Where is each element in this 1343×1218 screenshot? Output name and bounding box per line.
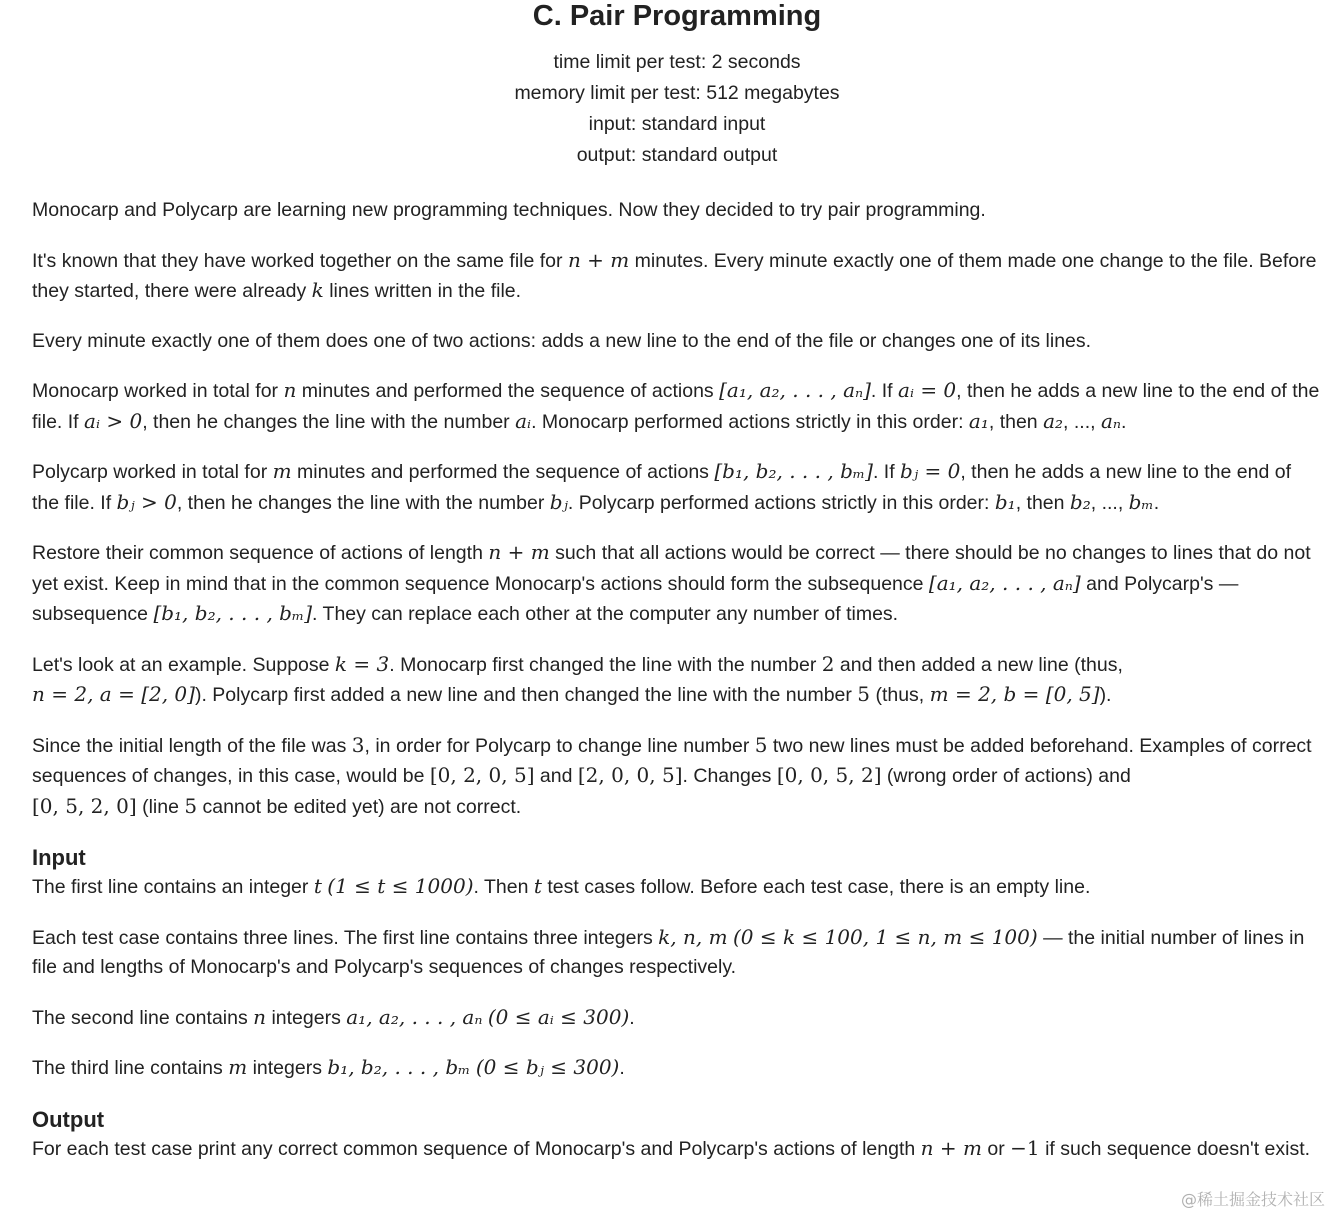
- math-an: aₙ: [1100, 408, 1121, 433]
- math-three: 3: [351, 732, 365, 757]
- math-m: m: [228, 1055, 248, 1079]
- math-n-plus-m: n + m: [488, 540, 550, 564]
- output-file: output: standard output: [576, 144, 778, 166]
- math-m: m: [272, 459, 292, 483]
- math-ex2: [2, 0, 0, 5]: [577, 763, 683, 787]
- time-limit: time limit per test: 2 seconds: [553, 51, 801, 73]
- math-b-range: (0 ≤ bⱼ ≤ 300): [475, 1055, 620, 1079]
- math-ai-gt-0: aᵢ > 0: [84, 408, 143, 433]
- memory-limit: memory limit per test: 512 megabytes: [514, 82, 840, 104]
- math-a2: a₂: [1043, 408, 1064, 433]
- input-line-4: The third line contains m integers b₁, b₂, . . . , bₘ (0 ≤ bⱼ ≤ 300).: [32, 1055, 625, 1079]
- problem-statement: [32, 0, 1322, 1164]
- statement-paragraph-6: Restore their common sequence of actions of length n + m such that all actions would be correct — there should be no changes to lines that do not yet exist. Keep in mind that in the common sequence Monocarp's actions should form the subsequence [a₁, a₂, . . . , aₙ] and Polycarp's — subsequence [b₁, b₂, . . . , bₘ]. They can replace each other at the computer any number of times.: [32, 540, 1311, 625]
- math-bm: bₘ: [1128, 489, 1154, 514]
- math-seq-b: [b₁, b₂, . . . , bₘ]: [153, 601, 313, 625]
- input-line-2: Each test case contains three lines. The first line contains three integers k, n, m (0 ≤ k ≤ 100, 1 ≤ n, m ≤ 100) — the initial number of lines in file and lengths of Monocarp's and Polycarp's sequences of changes respectively.: [32, 924, 1305, 978]
- input-line-3: The second line contains n integers a₁, a₂, . . . , aₙ (0 ≤ aᵢ ≤ 300).: [32, 1004, 635, 1029]
- math-t-range: (1 ≤ t ≤ 1000): [327, 874, 474, 898]
- problem-limits: [32, 47, 1322, 171]
- math-a1: a₁: [968, 408, 989, 433]
- statement-paragraph-2: It's known that they have worked together on the same file for n + m minutes. Every minute exactly one of them made one change to the file. Before they started, there were already k lines written in the file.: [32, 247, 1317, 302]
- math-five: 5: [857, 682, 871, 706]
- math-knm-range: (0 ≤ k ≤ 100, 1 ≤ n, m ≤ 100): [732, 924, 1038, 949]
- math-seq-b: [b₁, b₂, . . . , bₘ]: [714, 459, 873, 483]
- math-five: 5: [754, 732, 768, 757]
- watermark: @稀土掘金技术社区: [1180, 1190, 1325, 1209]
- math-seq-a: [a₁, a₂, . . . , aₙ]: [928, 570, 1081, 595]
- math-ai-eq-0: aᵢ = 0: [898, 378, 957, 402]
- math-t: t: [313, 874, 322, 898]
- math-k: k: [311, 278, 324, 302]
- math-minus-one: −1: [1010, 1135, 1040, 1160]
- math-t: t: [533, 874, 542, 898]
- math-b-list: b₁, b₂, . . . , bₘ: [327, 1055, 471, 1079]
- problem-title: C. Pair Programming: [532, 0, 822, 32]
- math-k-eq-3: k = 3: [334, 651, 390, 676]
- math-ai: aᵢ: [515, 408, 532, 433]
- math-bj: bⱼ: [549, 489, 568, 514]
- statement-paragraph-4: Monocarp worked in total for n minutes and performed the sequence of actions [a₁, a₂, . . . , aₙ]. If aᵢ = 0, then he adds a new line to the end of the file. If aᵢ > 0, then he changes the line with the number aᵢ. Monocarp performed actions strictly in this order: a₁, then a₂, ..., aₙ.: [32, 378, 1320, 433]
- statement-paragraph-3: Every minute exactly one of them does one of two actions: adds a new line to the end of the file or changes one of its lines.: [32, 329, 1092, 352]
- math-seq-a: [a₁, a₂, . . . , aₙ]: [719, 378, 871, 402]
- math-n: n: [253, 1004, 267, 1029]
- math-five: 5: [184, 793, 198, 818]
- math-ex3: [0, 0, 5, 2]: [776, 763, 882, 787]
- math-two: 2: [821, 651, 835, 676]
- math-n-plus-m: n + m: [567, 247, 630, 272]
- math-n: n: [283, 378, 297, 402]
- output-line-1: For each test case print any correct common sequence of Monocarp's and Polycarp's actions of length n + m or −1 if such sequence doesn't exist.: [32, 1135, 1311, 1160]
- math-ex1: [0, 2, 0, 5]: [429, 763, 535, 787]
- math-bj-gt-0: bⱼ > 0: [116, 489, 177, 514]
- input-line-1: The first line contains an integer t (1 ≤ t ≤ 1000). Then t test cases follow. Before each test case, there is an empty line.: [32, 874, 1091, 898]
- math-knm: k, n, m: [658, 924, 728, 949]
- math-a-range: (0 ≤ aᵢ ≤ 300): [487, 1004, 630, 1029]
- output-section-title: Output: [32, 1106, 105, 1132]
- input-file: input: standard input: [588, 113, 766, 135]
- statement-paragraph-8: Since the initial length of the file was 3, in order for Polycarp to change line number 5 two new lines must be added beforehand. Examples of correct sequences of changes, in this case, would be [0, 2, 0, 5] and [2, 0, 0, 5]. Changes [0, 0, 5, 2] (wrong order of actions) and [0, 5, 2, 0] (line 5 cannot be edited yet) are not correct.: [32, 732, 1312, 818]
- input-section-title: Input: [32, 845, 86, 870]
- math-b1: b₁: [994, 489, 1016, 514]
- math-ex4: [0, 5, 2, 0]: [32, 793, 137, 818]
- math-n2-a: n = 2, a = [2, 0]: [32, 682, 195, 706]
- statement-paragraph-1: Monocarp and Polycarp are learning new programming techniques. Now they decided to try pair programming.: [32, 199, 986, 221]
- math-n-plus-m: n + m: [920, 1135, 982, 1160]
- statement-paragraph-7: Let's look at an example. Suppose k = 3. Monocarp first changed the line with the number 2 and then added a new line (thus, n = 2, a = [2, 0]). Polycarp first added a new line and then changed the line with the number 5 (thus, m = 2, b = [0, 5]).: [32, 651, 1123, 706]
- math-a-list: a₁, a₂, . . . , aₙ: [346, 1004, 483, 1029]
- statement-paragraph-5: Polycarp worked in total for m minutes and performed the sequence of actions [b₁, b₂, . . . , bₘ]. If bⱼ = 0, then he adds a new line to the end of the file. If bⱼ > 0, then he changes the line with the number bⱼ. Polycarp performed actions strictly in this order: b₁, then b₂, ..., bₘ.: [32, 459, 1292, 514]
- math-bj-eq-0: bⱼ = 0: [900, 459, 961, 483]
- math-m2-b: m = 2, b = [0, 5]: [929, 682, 1100, 706]
- math-b2: b₂: [1069, 489, 1091, 514]
